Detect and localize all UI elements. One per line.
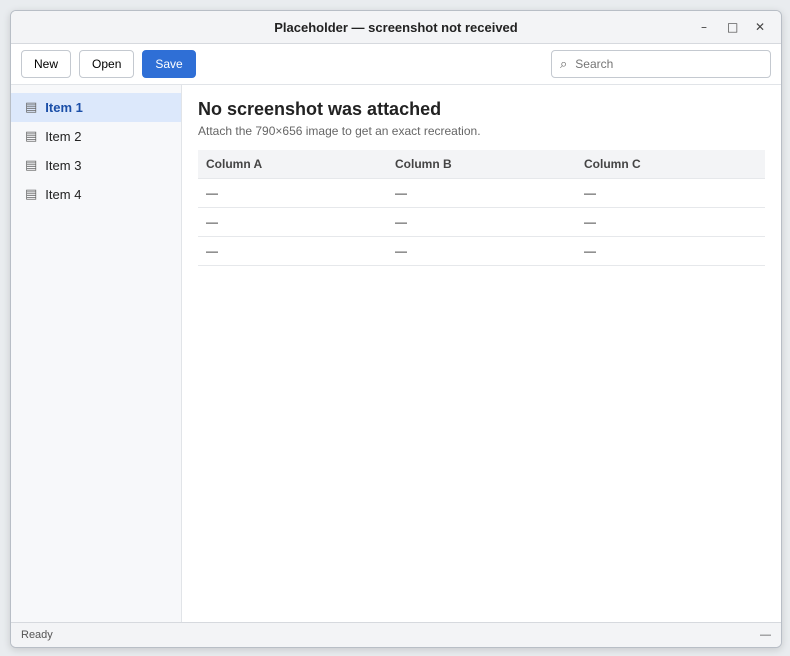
- table-cell: —: [198, 179, 387, 208]
- minimize-button[interactable]: –: [693, 17, 715, 37]
- page-subtitle: Attach the 790×656 image to get an exact recreation.: [198, 124, 481, 138]
- column-header[interactable]: Column A: [198, 150, 387, 179]
- app-window: [10, 10, 782, 648]
- search-input[interactable]: [573, 56, 762, 72]
- search-icon: ⌕: [560, 56, 568, 72]
- sidebar-item-label: Item 1: [45, 100, 83, 115]
- table-row[interactable]: [198, 208, 765, 237]
- save-button[interactable]: Save: [142, 50, 195, 78]
- table-cell: —: [576, 237, 765, 266]
- toolbar: [11, 44, 781, 85]
- status-text: Ready: [21, 629, 53, 641]
- sidebar-item-4[interactable]: [11, 180, 181, 209]
- table-cell: —: [387, 237, 576, 266]
- sidebar-item-label: Item 3: [45, 158, 82, 173]
- list-icon: ▤: [25, 100, 38, 115]
- search-box[interactable]: [551, 50, 771, 78]
- window-controls: [693, 17, 771, 37]
- sidebar-item-2[interactable]: [11, 122, 181, 151]
- open-button[interactable]: Open: [79, 50, 134, 78]
- sidebar-item-3[interactable]: [11, 151, 181, 180]
- column-header[interactable]: Column C: [576, 150, 765, 179]
- column-header[interactable]: Column B: [387, 150, 576, 179]
- list-icon: ▤: [25, 129, 38, 144]
- main-panel: [182, 85, 781, 622]
- maximize-button[interactable]: □: [721, 17, 743, 37]
- window-title: Placeholder — screenshot not received: [274, 19, 518, 35]
- title-bar: [11, 11, 781, 44]
- sidebar-item-1[interactable]: [11, 93, 181, 122]
- table-cell: —: [576, 179, 765, 208]
- close-button[interactable]: ✕: [749, 17, 771, 37]
- status-bar: [11, 622, 781, 647]
- content-area: [11, 85, 781, 622]
- list-icon: ▤: [25, 187, 38, 202]
- page-title: No screenshot was attached: [198, 99, 442, 119]
- sidebar: [11, 85, 182, 622]
- table-cell: —: [198, 208, 387, 237]
- status-secondary-text: —: [760, 629, 771, 641]
- data-table: [198, 150, 765, 266]
- table-cell: —: [387, 179, 576, 208]
- table-cell: —: [387, 208, 576, 237]
- sidebar-item-label: Item 2: [45, 129, 82, 144]
- new-button[interactable]: New: [21, 50, 71, 78]
- table-row[interactable]: [198, 237, 765, 266]
- list-icon: ▤: [25, 158, 38, 173]
- table-header-row: [198, 150, 765, 179]
- table-row[interactable]: [198, 179, 765, 208]
- sidebar-item-label: Item 4: [45, 187, 82, 202]
- table-cell: —: [198, 237, 387, 266]
- table-cell: —: [576, 208, 765, 237]
